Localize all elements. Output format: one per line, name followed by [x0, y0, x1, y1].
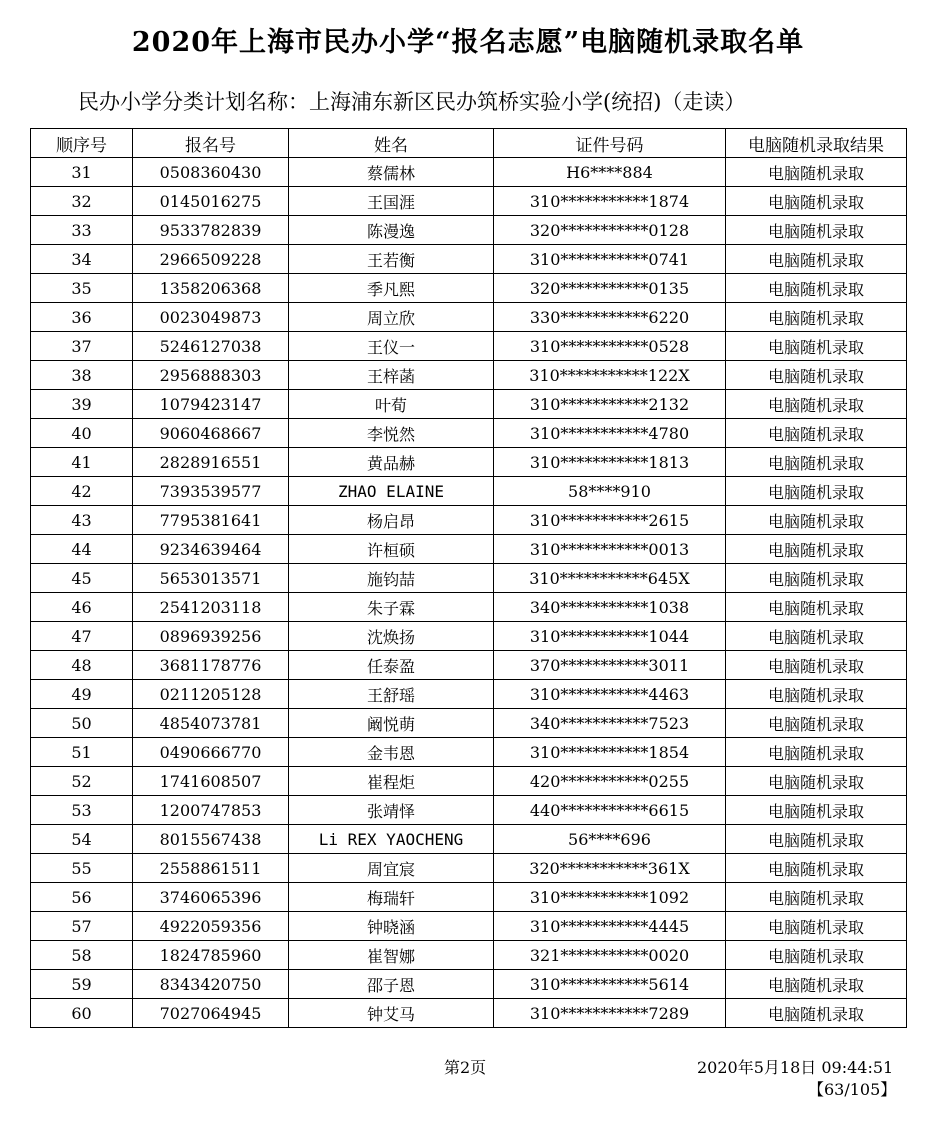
- cell-registration-no: 9234639464: [133, 535, 289, 564]
- plan-name-subtitle: 民办小学分类计划名称：上海浦东新区民办筑桥实验小学(统招)（走读）: [78, 90, 746, 114]
- table-row: [31, 187, 907, 216]
- cell-result: 电脑随机录取: [726, 419, 907, 448]
- cell-sequence: 50: [31, 709, 133, 738]
- table-row: [31, 390, 907, 419]
- cell-name: 钟晓涵: [289, 912, 494, 941]
- cell-registration-no: 8343420750: [133, 970, 289, 999]
- cell-id-number: H6****884: [494, 158, 726, 187]
- cell-registration-no: 1079423147: [133, 390, 289, 419]
- table-row: [31, 158, 907, 187]
- cell-result: 电脑随机录取: [726, 651, 907, 680]
- cell-name: 梅瑞轩: [289, 883, 494, 912]
- table-row: [31, 535, 907, 564]
- column-header-name: 姓名: [289, 129, 494, 158]
- cell-registration-no: 1358206368: [133, 274, 289, 303]
- cell-sequence: 60: [31, 999, 133, 1028]
- cell-result: 电脑随机录取: [726, 738, 907, 767]
- cell-name: 阚悦萌: [289, 709, 494, 738]
- document-title: 2020年上海市民办小学“报名志愿”电脑随机录取名单: [131, 27, 805, 58]
- table-row: [31, 738, 907, 767]
- cell-result: 电脑随机录取: [726, 303, 907, 332]
- cell-result: 电脑随机录取: [726, 767, 907, 796]
- cell-registration-no: 5246127038: [133, 332, 289, 361]
- cell-registration-no: 4922059356: [133, 912, 289, 941]
- cell-sequence: 41: [31, 448, 133, 477]
- cell-sequence: 44: [31, 535, 133, 564]
- cell-id-number: 310***********4780: [494, 419, 726, 448]
- cell-sequence: 55: [31, 854, 133, 883]
- cell-registration-no: 0145016275: [133, 187, 289, 216]
- cell-result: 电脑随机录取: [726, 970, 907, 999]
- cell-registration-no: 4854073781: [133, 709, 289, 738]
- cell-name: 王若衡: [289, 245, 494, 274]
- cell-name: 杨启昂: [289, 506, 494, 535]
- cell-sequence: 37: [31, 332, 133, 361]
- cell-registration-no: 0508360430: [133, 158, 289, 187]
- column-header-id-number: 证件号码: [494, 129, 726, 158]
- cell-id-number: 370***********3011: [494, 651, 726, 680]
- cell-id-number: 320***********0135: [494, 274, 726, 303]
- cell-name: 李悦然: [289, 419, 494, 448]
- cell-sequence: 43: [31, 506, 133, 535]
- cell-id-number: 320***********0128: [494, 216, 726, 245]
- cell-sequence: 31: [31, 158, 133, 187]
- cell-result: 电脑随机录取: [726, 680, 907, 709]
- cell-sequence: 32: [31, 187, 133, 216]
- cell-result: 电脑随机录取: [726, 796, 907, 825]
- table-row: [31, 767, 907, 796]
- cell-sequence: 47: [31, 622, 133, 651]
- table-row: [31, 448, 907, 477]
- cell-id-number: 310***********1044: [494, 622, 726, 651]
- cell-result: 电脑随机录取: [726, 274, 907, 303]
- cell-registration-no: 9533782839: [133, 216, 289, 245]
- cell-id-number: 310***********1874: [494, 187, 726, 216]
- table-row: [31, 419, 907, 448]
- cell-result: 电脑随机录取: [726, 187, 907, 216]
- cell-name: 叶荀: [289, 390, 494, 419]
- cell-name: 黄品赫: [289, 448, 494, 477]
- table-row: [31, 506, 907, 535]
- cell-registration-no: 2956888303: [133, 361, 289, 390]
- column-header-sequence: 顺序号: [31, 129, 133, 158]
- cell-result: 电脑随机录取: [726, 158, 907, 187]
- table-row: [31, 245, 907, 274]
- cell-name: 许桓硕: [289, 535, 494, 564]
- table-row: [31, 941, 907, 970]
- table-row: [31, 970, 907, 999]
- cell-id-number: 440***********6615: [494, 796, 726, 825]
- cell-id-number: 321***********0020: [494, 941, 726, 970]
- cell-registration-no: 7795381641: [133, 506, 289, 535]
- cell-name: 任泰盈: [289, 651, 494, 680]
- cell-sequence: 45: [31, 564, 133, 593]
- table-header-row: [31, 129, 907, 158]
- cell-sequence: 48: [31, 651, 133, 680]
- cell-id-number: 310***********0528: [494, 332, 726, 361]
- cell-sequence: 46: [31, 593, 133, 622]
- cell-result: 电脑随机录取: [726, 390, 907, 419]
- cell-id-number: 310***********0013: [494, 535, 726, 564]
- table-row: [31, 216, 907, 245]
- cell-registration-no: 0211205128: [133, 680, 289, 709]
- cell-registration-no: 3746065396: [133, 883, 289, 912]
- cell-registration-no: 3681178776: [133, 651, 289, 680]
- cell-registration-no: 1824785960: [133, 941, 289, 970]
- cell-registration-no: 1741608507: [133, 767, 289, 796]
- cell-registration-no: 1200747853: [133, 796, 289, 825]
- cell-sequence: 56: [31, 883, 133, 912]
- cell-id-number: 310***********2132: [494, 390, 726, 419]
- cell-name: 崔智娜: [289, 941, 494, 970]
- cell-name: 沈焕扬: [289, 622, 494, 651]
- cell-result: 电脑随机录取: [726, 854, 907, 883]
- cell-result: 电脑随机录取: [726, 564, 907, 593]
- cell-result: 电脑随机录取: [726, 593, 907, 622]
- cell-result: 电脑随机录取: [726, 825, 907, 854]
- cell-id-number: 56****696: [494, 825, 726, 854]
- table-row: [31, 680, 907, 709]
- cell-name: ZHAO ELAINE: [289, 477, 494, 506]
- cell-result: 电脑随机录取: [726, 448, 907, 477]
- cell-result: 电脑随机录取: [726, 506, 907, 535]
- table-row: [31, 564, 907, 593]
- cell-registration-no: 7027064945: [133, 999, 289, 1028]
- cell-sequence: 58: [31, 941, 133, 970]
- cell-id-number: 340***********1038: [494, 593, 726, 622]
- cell-id-number: 420***********0255: [494, 767, 726, 796]
- cell-registration-no: 7393539577: [133, 477, 289, 506]
- table-row: [31, 651, 907, 680]
- page-count: 【63/105】: [808, 1080, 897, 1099]
- cell-result: 电脑随机录取: [726, 535, 907, 564]
- cell-id-number: 330***********6220: [494, 303, 726, 332]
- cell-id-number: 310***********645X: [494, 564, 726, 593]
- table-row: [31, 274, 907, 303]
- cell-name: 季凡熙: [289, 274, 494, 303]
- cell-result: 电脑随机录取: [726, 361, 907, 390]
- cell-id-number: 310***********1854: [494, 738, 726, 767]
- cell-result: 电脑随机录取: [726, 245, 907, 274]
- cell-registration-no: 0490666770: [133, 738, 289, 767]
- cell-registration-no: 0896939256: [133, 622, 289, 651]
- cell-result: 电脑随机录取: [726, 912, 907, 941]
- cell-registration-no: 8015567438: [133, 825, 289, 854]
- cell-id-number: 310***********2615: [494, 506, 726, 535]
- table-row: [31, 912, 907, 941]
- cell-sequence: 54: [31, 825, 133, 854]
- cell-name: 金韦恩: [289, 738, 494, 767]
- cell-sequence: 34: [31, 245, 133, 274]
- cell-name: 陈漫逸: [289, 216, 494, 245]
- cell-result: 电脑随机录取: [726, 883, 907, 912]
- page-number: 第2页: [444, 1058, 487, 1077]
- table-row: [31, 825, 907, 854]
- cell-sequence: 51: [31, 738, 133, 767]
- cell-registration-no: 0023049873: [133, 303, 289, 332]
- cell-sequence: 33: [31, 216, 133, 245]
- cell-registration-no: 5653013571: [133, 564, 289, 593]
- cell-id-number: 310***********1813: [494, 448, 726, 477]
- cell-name: 崔程炬: [289, 767, 494, 796]
- cell-result: 电脑随机录取: [726, 477, 907, 506]
- column-header-result: 电脑随机录取结果: [726, 129, 907, 158]
- cell-id-number: 58****910: [494, 477, 726, 506]
- cell-sequence: 57: [31, 912, 133, 941]
- cell-registration-no: 9060468667: [133, 419, 289, 448]
- admission-table: [30, 128, 907, 1028]
- cell-name: 施钧喆: [289, 564, 494, 593]
- cell-id-number: 310***********0741: [494, 245, 726, 274]
- table-row: [31, 883, 907, 912]
- cell-registration-no: 2828916551: [133, 448, 289, 477]
- cell-result: 电脑随机录取: [726, 999, 907, 1028]
- cell-name: 张靖怿: [289, 796, 494, 825]
- table-row: [31, 332, 907, 361]
- cell-sequence: 36: [31, 303, 133, 332]
- table-row: [31, 593, 907, 622]
- cell-name: 蔡儒林: [289, 158, 494, 187]
- table-row: [31, 303, 907, 332]
- cell-result: 电脑随机录取: [726, 709, 907, 738]
- cell-id-number: 320***********361X: [494, 854, 726, 883]
- cell-id-number: 310***********4463: [494, 680, 726, 709]
- cell-registration-no: 2558861511: [133, 854, 289, 883]
- cell-registration-no: 2966509228: [133, 245, 289, 274]
- cell-id-number: 310***********1092: [494, 883, 726, 912]
- table-row: [31, 999, 907, 1028]
- cell-result: 电脑随机录取: [726, 216, 907, 245]
- cell-name: 钟艾马: [289, 999, 494, 1028]
- cell-id-number: 310***********5614: [494, 970, 726, 999]
- cell-sequence: 52: [31, 767, 133, 796]
- table-row: [31, 854, 907, 883]
- cell-result: 电脑随机录取: [726, 332, 907, 361]
- cell-result: 电脑随机录取: [726, 622, 907, 651]
- table-row: [31, 477, 907, 506]
- cell-sequence: 53: [31, 796, 133, 825]
- print-timestamp: 2020年5月18日 09:44:51: [697, 1058, 894, 1077]
- cell-name: 王梓菡: [289, 361, 494, 390]
- table-row: [31, 622, 907, 651]
- cell-sequence: 49: [31, 680, 133, 709]
- cell-id-number: 310***********4445: [494, 912, 726, 941]
- cell-sequence: 35: [31, 274, 133, 303]
- cell-name: 周立欣: [289, 303, 494, 332]
- table-body: [31, 158, 907, 1028]
- cell-sequence: 40: [31, 419, 133, 448]
- table-row: [31, 796, 907, 825]
- cell-id-number: 310***********122X: [494, 361, 726, 390]
- cell-sequence: 42: [31, 477, 133, 506]
- column-header-registration-no: 报名号: [133, 129, 289, 158]
- cell-name: 王舒瑶: [289, 680, 494, 709]
- cell-sequence: 59: [31, 970, 133, 999]
- cell-name: 周宜宸: [289, 854, 494, 883]
- cell-id-number: 340***********7523: [494, 709, 726, 738]
- cell-name: 邵子恩: [289, 970, 494, 999]
- table-row: [31, 709, 907, 738]
- cell-sequence: 38: [31, 361, 133, 390]
- cell-name: 朱子霖: [289, 593, 494, 622]
- cell-name: 王国涯: [289, 187, 494, 216]
- table-row: [31, 361, 907, 390]
- cell-sequence: 39: [31, 390, 133, 419]
- cell-name: Li REX YAOCHENG: [289, 825, 494, 854]
- cell-id-number: 310***********7289: [494, 999, 726, 1028]
- cell-result: 电脑随机录取: [726, 941, 907, 970]
- cell-registration-no: 2541203118: [133, 593, 289, 622]
- cell-name: 王仪一: [289, 332, 494, 361]
